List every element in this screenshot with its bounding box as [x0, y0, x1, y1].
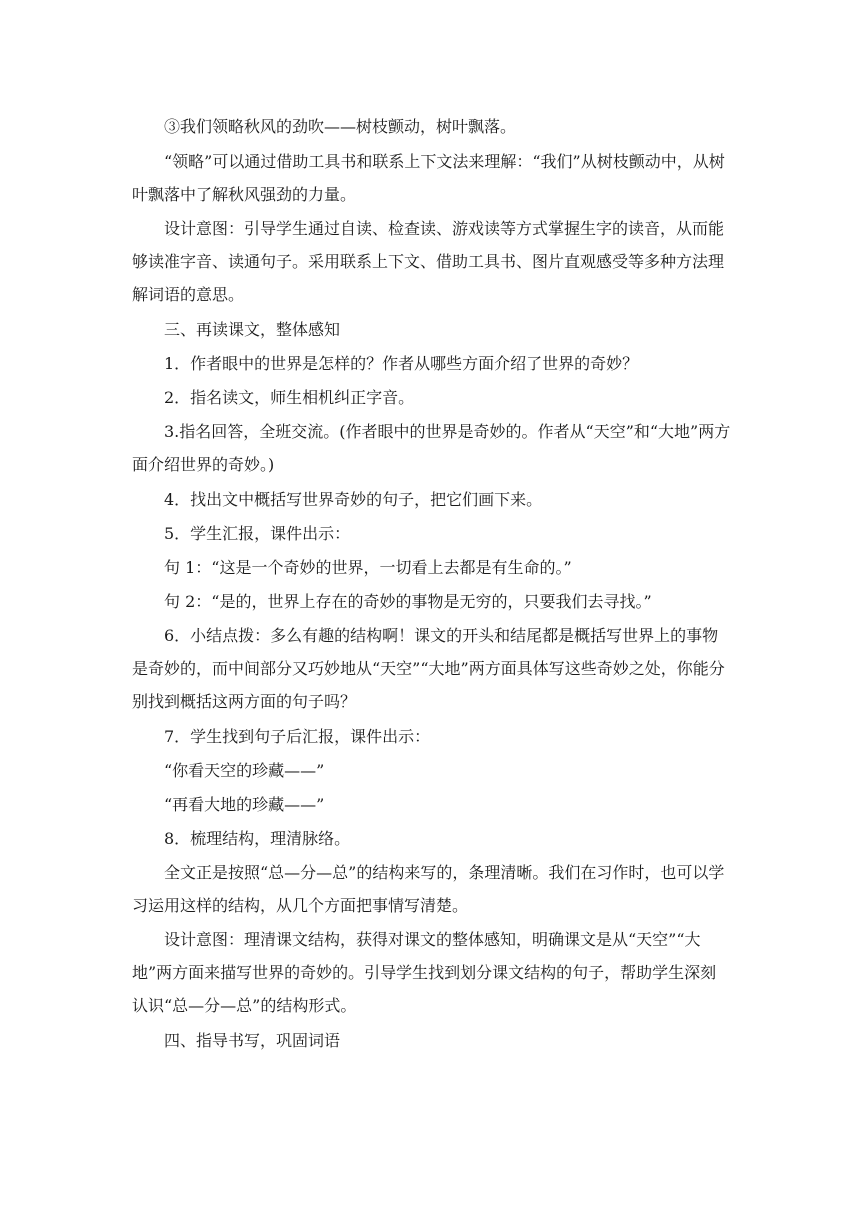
paragraph-item-5: 5．学生汇报，课件出示：	[164, 524, 351, 543]
paragraph-item-7: 7．学生找到句子后汇报，课件出示：	[164, 727, 431, 746]
paragraph-design-intent: 设计意图：理清课文结构，获得对课文的整体感知，明确课文是从“天空”“大地”两方面来描写世界的奇妙的。引导学生找到划分课文结构的句子，帮助学生深刻认识“总—分—总”的结构形式。	[132, 930, 717, 1015]
paragraph-3: 设计意图：引导学生通过自读、检查读、游戏读等方式掌握生字的读音，从而能够读准字音、读通句子。采用联系上下文、借助工具书、图片直观感受等多种方法理解词语的意思。	[132, 219, 725, 304]
sentence-2: 句 2：“是的，世界上存在的奇妙的事物是无穷的，只要我们去寻找。”	[164, 592, 652, 611]
paragraph-1: ③我们领略秋风的劲吹——树枝颤动，树叶飘落。	[164, 117, 517, 136]
paragraph-item-6: 6．小结点拨：多么有趣的结构啊！课文的开头和结尾都是概括写世界上的事物是奇妙的，而中间部分又巧妙地从“天空”“大地”两方面具体写这些奇妙之处，你能分别找到概括这两方面的句子吗？	[132, 626, 725, 711]
paragraph-item-3: 3.指名回答，全班交流。(作者眼中的世界是奇妙的。作者从“天空”和“大地”两方面介绍世界的奇妙。)	[132, 422, 731, 474]
quote-earth: “再看大地的珍藏——”	[164, 795, 325, 814]
sentence-1: 句 1：“这是一个奇妙的世界，一切看上去都是有生命的。”	[164, 558, 572, 577]
paragraph-item-2: 2．指名读文，师生相机纠正字音。	[164, 388, 415, 407]
section-heading-3: 三、再读课文，整体感知	[164, 320, 341, 339]
paragraph-item-8: 8．梳理结构，理清脉络。	[164, 829, 351, 848]
paragraph-item-4: 4．找出文中概括写世界奇妙的句子，把它们画下来。	[164, 490, 543, 509]
paragraph-2: “领略”可以通过借助工具书和联系上下文法来理解：“我们”从树枝颤动中，从树叶飘落中了解秋风强劲的力量。	[132, 152, 725, 204]
section-heading-4: 四、指导书写，巩固词语	[164, 1031, 341, 1050]
quote-sky: “你看天空的珍藏——”	[164, 761, 325, 780]
paragraph-structure: 全文正是按照“总—分—总”的结构来写的，条理清晰。我们在习作时，也可以学习运用这样的结构，从几个方面把事情写清楚。	[132, 863, 725, 915]
paragraph-item-1: 1．作者眼中的世界是怎样的？作者从哪些方面介绍了世界的奇妙？	[164, 354, 639, 373]
